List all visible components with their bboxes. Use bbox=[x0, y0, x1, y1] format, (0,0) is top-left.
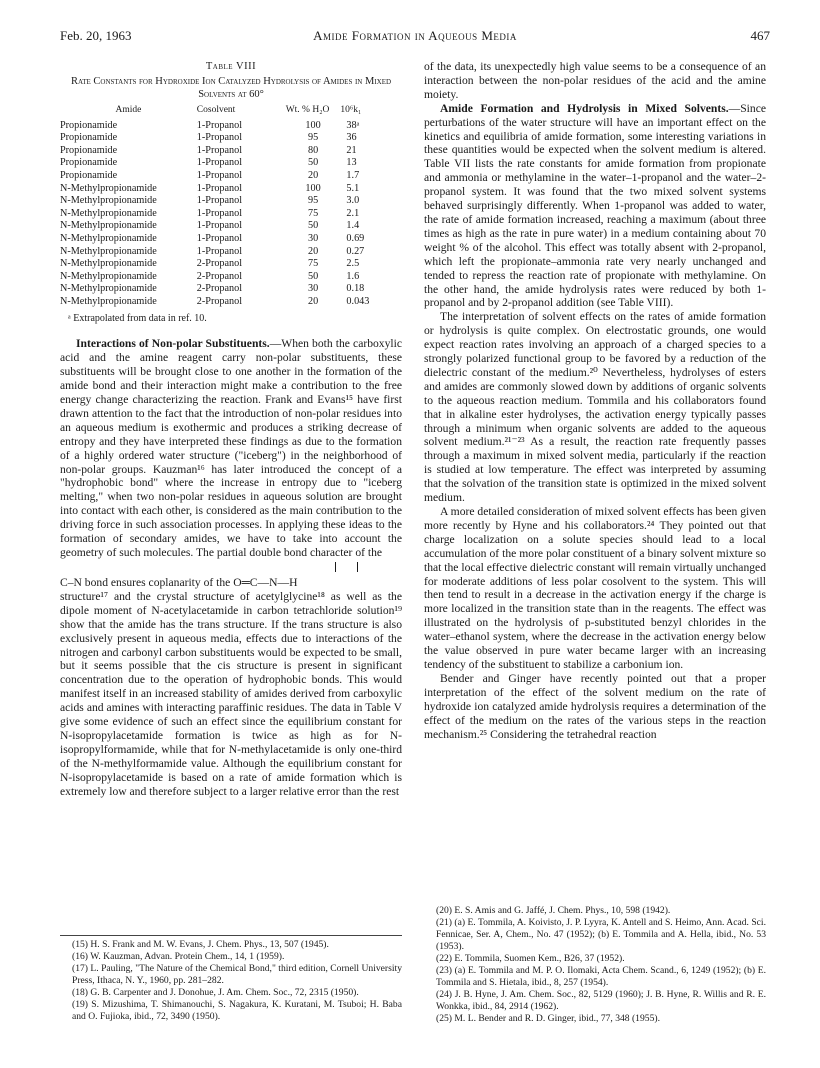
column-header: Wt. % H₂O bbox=[285, 105, 330, 115]
table-row bbox=[60, 183, 402, 196]
header-page-number: 467 bbox=[750, 28, 770, 43]
table-row bbox=[60, 170, 402, 183]
rate-constant-cell: 1.7 bbox=[346, 169, 360, 181]
header-date: Feb. 20, 1963 bbox=[60, 28, 132, 43]
amide-cell: Propionamide bbox=[60, 119, 118, 131]
water-percent-cell: 50 bbox=[307, 157, 319, 169]
reference: (22) E. Tommila, Suomen Kem., B26, 37 (1952). bbox=[436, 953, 625, 964]
amide-cell: Propionamide bbox=[60, 144, 118, 156]
paragraph-text: —Since perturbations of the water structure will have an important effect on the kinetics and equilibria of amide formation, some interesting variations in these quantities would be expected when the solvent medium is altered. Table VII lists the rate constants for amide formation from propionate and ammonia or methylamine in the water–1-propanol and the water–2-propanol system. It was found that the two mixed solvent systems behaved surprisingly differently. When 1-propanol was added to water, the rate of amide formation increased, reaching a maximum (about three times as high as the rate in pure water) in a medium containing about 70 weight % of the alcohol. This effect was totally absent with 2-propanol, which left the propionate–ammonia rate very nearly unchanged and tended to repress the reaction rate of propionate with methylamine. On the other hand, the amide hydrolysis rates were reduced by both 1-propanol and by 2-propanol addition (see Table VIII). bbox=[424, 101, 766, 310]
amide-formula-line bbox=[60, 560, 402, 590]
cosolvent-cell: 1-Propanol bbox=[196, 232, 243, 244]
rate-constant-cell: 0.18 bbox=[346, 283, 365, 295]
header-title: Amide Formation in Aqueous Media bbox=[313, 28, 517, 43]
paragraph: The interpretation of solvent effects on the rates of amide formation or hydrolysis is quite complex. On electrostatic grounds, one would expect reaction rates involving an approach of a charged species to a strongly polarized functional group to be favored by a reduction of the dielectric constant of the medium.²⁰ Nevertheless, hydrolyses of esters and amides are commonly slowed down by additions of organic solvents to the aqueous reaction medium. Tommila and his collaborators found that in alkaline ester hydrolyses, the activation energy typically passes through a minimum when organic solvents are added to the aqueous solvent medium.²¹⁻²³ As a result, the reaction rate frequently passes through a maximum in mixed solvent media, particularly if the reaction is studied at low temperature. The effect was interpreted by assuming that the solvation of the transition state is optimized in the mixed solvent medium. bbox=[424, 310, 766, 505]
footnote-rule bbox=[60, 935, 402, 936]
cosolvent-cell: 2-Propanol bbox=[196, 283, 243, 295]
amide-cell: N-Methylpropionamide bbox=[60, 220, 157, 232]
water-percent-cell: 100 bbox=[305, 182, 321, 194]
table-row bbox=[60, 220, 402, 233]
rate-constant-cell: 3.0 bbox=[346, 195, 360, 207]
reference-list bbox=[60, 939, 402, 1023]
paragraph bbox=[60, 337, 402, 560]
column-header: Amide bbox=[115, 105, 142, 115]
table-row bbox=[60, 296, 402, 309]
cosolvent-cell: 1-Propanol bbox=[196, 157, 243, 169]
cosolvent-cell: 1-Propanol bbox=[196, 132, 243, 144]
footnotes-left bbox=[60, 935, 402, 1023]
rate-constants-table bbox=[60, 104, 402, 309]
amide-cell: N-Methylpropionamide bbox=[60, 270, 157, 282]
table-row bbox=[60, 258, 402, 271]
amide-cell: N-Methylpropionamide bbox=[60, 283, 157, 295]
water-percent-cell: 75 bbox=[307, 207, 319, 219]
table-row bbox=[60, 145, 402, 158]
right-column bbox=[424, 60, 766, 741]
reference-list bbox=[424, 905, 766, 1025]
table-row bbox=[60, 195, 402, 208]
table-footnote: ᵃ Extrapolated from data in ref. 10. bbox=[68, 312, 207, 324]
cosolvent-cell: 2-Propanol bbox=[196, 270, 243, 282]
table-row bbox=[60, 283, 402, 296]
water-percent-cell: 95 bbox=[307, 132, 319, 144]
reference: (20) E. S. Amis and G. Jaffé, J. Chem. Phys., 10, 598 (1942). bbox=[436, 905, 671, 916]
rate-constant-cell: 13 bbox=[346, 157, 357, 169]
amide-cell: N-Methylpropionamide bbox=[60, 232, 157, 244]
amide-cell: N-Methylpropionamide bbox=[60, 195, 157, 207]
table-row bbox=[60, 208, 402, 221]
cosolvent-cell: 1-Propanol bbox=[196, 207, 243, 219]
table-row bbox=[60, 120, 402, 133]
table-title: Rate Constants for Hydroxide Ion Catalyzed Hydrolysis of Amides in Mixed Solvents at 60° bbox=[70, 76, 392, 100]
amide-cell: N-Methylpropionamide bbox=[60, 295, 157, 307]
water-percent-cell: 20 bbox=[307, 169, 319, 181]
rate-constant-cell: 0.043 bbox=[346, 295, 370, 307]
column-header: 10⁶k₁ bbox=[340, 105, 362, 115]
table-caption bbox=[60, 60, 402, 101]
amide-cell: N-Methylpropionamide bbox=[60, 258, 157, 270]
water-percent-cell: 30 bbox=[307, 283, 319, 295]
rate-constant-cell: 21 bbox=[346, 144, 357, 156]
rate-constant-cell: 2.1 bbox=[346, 207, 360, 219]
cosolvent-cell: 1-Propanol bbox=[196, 195, 243, 207]
cosolvent-cell: 2-Propanol bbox=[196, 295, 243, 307]
section-heading: Interactions of Non-polar Substituents. bbox=[76, 337, 270, 351]
table-row bbox=[60, 271, 402, 284]
reference: (15) H. S. Frank and M. W. Evans, J. Chem. Phys., 13, 507 (1945). bbox=[72, 939, 329, 950]
cosolvent-cell: 1-Propanol bbox=[196, 144, 243, 156]
column-header: Cosolvent bbox=[196, 105, 236, 115]
table-row bbox=[60, 246, 402, 259]
reference: (21) (a) E. Tommila, A. Koivisto, J. P. Lyyra, K. Antell and S. Heimo, Ann. Acad. Sci. Fennicae, Ser. A, Chem., No. 47 (1952); (b) E. Tommila and A. Hella, ibid., No. 53 (1953). bbox=[436, 917, 766, 952]
water-percent-cell: 20 bbox=[307, 295, 319, 307]
amide-cell: Propionamide bbox=[60, 169, 118, 181]
cosolvent-cell: 2-Propanol bbox=[196, 258, 243, 270]
cosolvent-cell: 1-Propanol bbox=[196, 182, 243, 194]
cosolvent-cell: 1-Propanol bbox=[196, 119, 243, 131]
footnotes-right bbox=[424, 905, 766, 1025]
reference: (25) M. L. Bender and R. D. Ginger, ibid., 77, 348 (1955). bbox=[436, 1013, 660, 1024]
page-header bbox=[60, 28, 770, 46]
water-percent-cell: 30 bbox=[307, 232, 319, 244]
rate-constant-cell: 38ᵃ bbox=[346, 119, 360, 131]
reference: (19) S. Mizushima, T. Shimanouchi, S. Nagakura, K. Kuratani, M. Tsuboi; H. Baba and O. Fujioka, ibid., 72, 3490 (1950). bbox=[72, 999, 402, 1022]
paragraph bbox=[424, 102, 766, 311]
cosolvent-cell: 1-Propanol bbox=[196, 245, 243, 257]
bond-line bbox=[357, 562, 358, 572]
rate-constant-cell: 0.69 bbox=[346, 232, 365, 244]
amide-cell: N-Methylpropionamide bbox=[60, 182, 157, 194]
water-percent-cell: 95 bbox=[307, 195, 319, 207]
water-percent-cell: 50 bbox=[307, 220, 319, 232]
rate-constant-cell: 0.27 bbox=[346, 245, 365, 257]
paragraph: A more detailed consideration of mixed solvent effects has been given more recently by Hyne and his collaborators.²⁴ They pointed out that charge localization on a solute species should lead to a local accumulation of the more polar constituent of a binary solvent mixture so that the local effective dielectric constant will remain virtually unchanged for moderate additions of less polar cosolvent to the system. This will then tend to result in a decrease in the activation energy if the charge is more localized in the transition state than in the reagents. The effect was illustrated on the hydrolysis of p-substituted benzyl chlorides in the water–ethanol system, where the decrease in the activation energy below the value observed in pure water became larger with an increasing tendency of the substituent to stabilize a carbonium ion. bbox=[424, 505, 766, 671]
water-percent-cell: 80 bbox=[307, 144, 319, 156]
water-percent-cell: 20 bbox=[307, 245, 319, 257]
rate-constant-cell: 36 bbox=[346, 132, 357, 144]
rate-constant-cell: 1.6 bbox=[346, 270, 360, 282]
rate-constant-cell: 5.1 bbox=[346, 182, 360, 194]
reference: (18) G. B. Carpenter and J. Donohue, J. Am. Chem. Soc., 72, 2315 (1950). bbox=[72, 987, 359, 998]
amide-cell: N-Methylpropionamide bbox=[60, 245, 157, 257]
bond-line bbox=[335, 562, 336, 572]
table-header-row bbox=[60, 104, 402, 120]
water-percent-cell: 75 bbox=[307, 258, 319, 270]
amide-cell: Propionamide bbox=[60, 157, 118, 169]
paragraph: of the data, its unexpectedly high value seems to be a consequence of an interaction between the non-polar residues of the acid and the amine moiety. bbox=[424, 60, 766, 101]
rate-constant-cell: 2.5 bbox=[346, 258, 360, 270]
table-number: Table VIII bbox=[205, 61, 257, 72]
paragraph-text: —When both the carboxylic acid and the amine reagent carry non-polar substituents, these substituents will be brought close to one another in the formation of the amide bond and their interaction might make a contribution to the free energy change characterizing the reaction. Frank and Evans¹⁵ have first drawn attention to the fact that the introduction of non-polar residues into an aqueous medium is exothermic and produces a striking decrease of entropy and they have interpreted these findings as due to the formation of a highly ordered water structure ("iceberg") in the neighborhood of non-polar groups. Kauzman¹⁶ has later introduced the concept of a "hydrophobic bond" where the increase in entropy due to "iceberg melting," when two non-polar residues in aqueous solution are brought into contact with each other, is considered as the main contribution to the driving force in such association processes. In applying these ideas to the formation of secondary amides, we have to take into account the geometry of such molecules. The partial double bond character of the bbox=[60, 337, 402, 559]
cosolvent-cell: 1-Propanol bbox=[196, 220, 243, 232]
rate-constant-cell: 1.4 bbox=[346, 220, 360, 232]
left-column bbox=[60, 60, 402, 799]
paragraph: Bender and Ginger have recently pointed out that a proper interpretation of the effect of the solvent medium on the rate of hydroxide ion catalyzed amide hydrolysis requires a determination of the effect of the medium on the rates of the various steps in the reaction mechanism.²⁵ Considering the tetrahedral reaction bbox=[424, 671, 766, 741]
water-percent-cell: 50 bbox=[307, 270, 319, 282]
reference: (16) W. Kauzman, Advan. Protein Chem., 14, 1 (1959). bbox=[72, 951, 285, 962]
table-row bbox=[60, 132, 402, 145]
reference: (24) J. B. Hyne, J. Am. Chem. Soc., 82, 5129 (1960); J. B. Hyne, R. Willis and R. E. Wonkka, ibid., 84, 2914 (1962). bbox=[436, 989, 766, 1012]
table-body bbox=[60, 120, 402, 309]
section-heading: Amide Formation and Hydrolysis in Mixed Solvents. bbox=[440, 101, 729, 115]
reference: (23) (a) E. Tommila and M. P. O. Ilomaki, Acta Chem. Scand., 6, 1249 (1952); (b) E. Tommila and S. Hietala, ibid., 8, 257 (1954). bbox=[436, 965, 766, 988]
amide-cell: N-Methylpropionamide bbox=[60, 207, 157, 219]
water-percent-cell: 100 bbox=[305, 119, 321, 131]
amide-cell: Propionamide bbox=[60, 132, 118, 144]
formula-text: C–N bond ensures coplanarity of the O═C—N—H bbox=[60, 576, 298, 589]
reference: (17) L. Pauling, "The Nature of the Chemical Bond," third edition, Cornell University Press, Ithaca, N. Y., 1960, pp. 281–282. bbox=[72, 963, 402, 986]
paragraph: structure¹⁷ and the crystal structure of acetylglycine¹⁸ as well as the dipole moment of N-acetylacetamide in carbon tetrachloride solution¹⁹ show that the amide has the trans structure. If the trans structure is also exclusively present in aqueous media, effects due to interactions of the nitrogen and carbonyl carbon substituents would be expected to be small, but it seems possible that the cis structure is present in significant concentration due to the operation of hydrophobic bonds. This would manifest itself in an increased stability of amides derived from carboxylic acids and amines with interacting paraffinic residues. The data in Table V give some evidence of such an effect since the equilibrium constant for N-isopropylacetamide formation is twice as high as for N-isopropylformamide, while that for N-methylacetamide is only one-third of the N-methylformamide value. Although the equilibrium constant for N-isopropylacetamide is based on a rate of amide formation which is extremely low and therefore subject to a larger relative error than the rest bbox=[60, 589, 402, 798]
cosolvent-cell: 1-Propanol bbox=[196, 169, 243, 181]
table-row bbox=[60, 157, 402, 170]
table-row bbox=[60, 233, 402, 246]
